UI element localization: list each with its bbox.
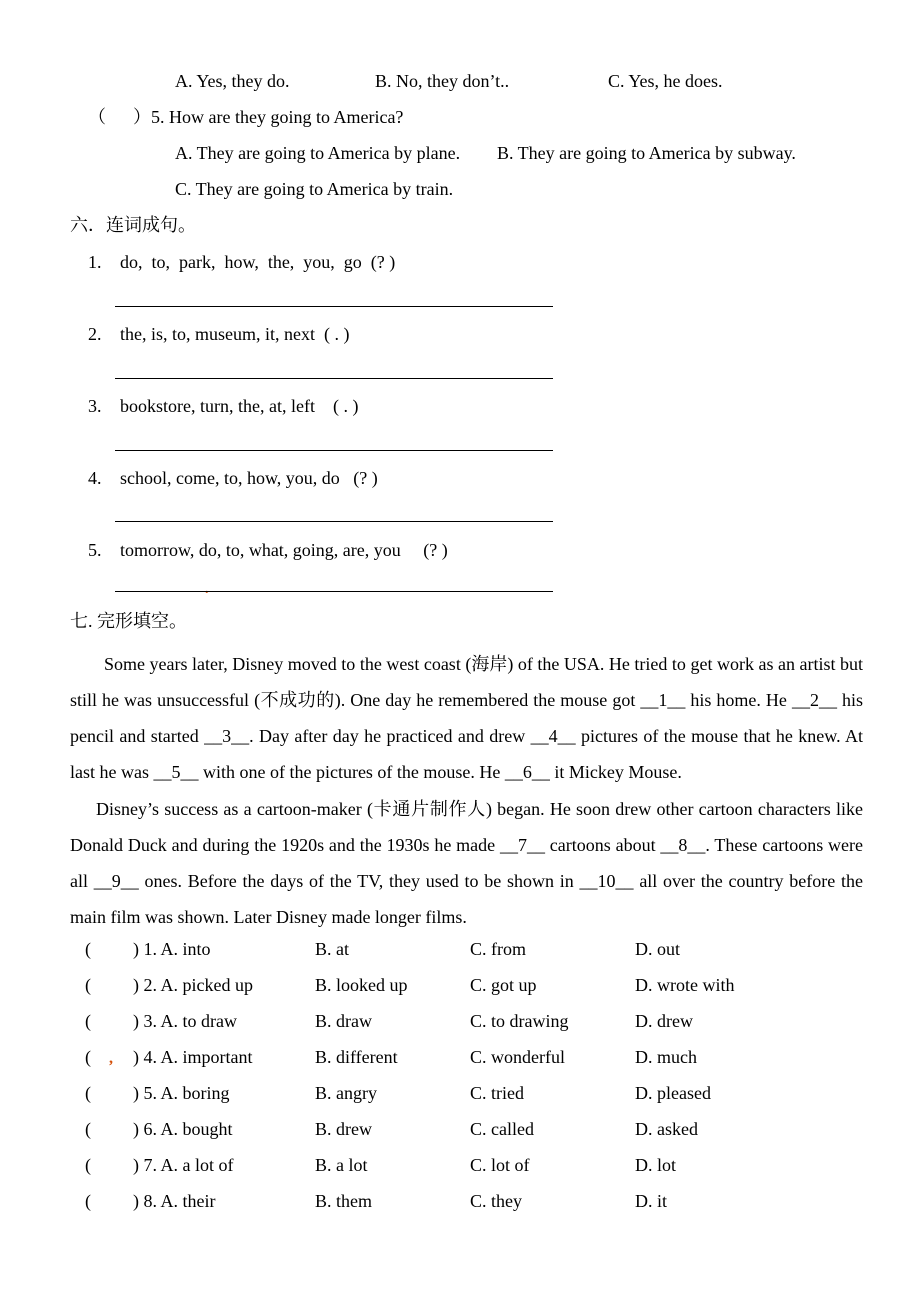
mc-5-option-b: B. angry: [315, 1083, 377, 1103]
answer-blank-line-4: [115, 521, 553, 522]
mc-3-paren: (: [85, 1011, 91, 1031]
item-2-number: 2.: [88, 324, 102, 344]
mc-2-option-a: ) 2. A. picked up: [133, 975, 253, 995]
mc-7-option-a: ) 7. A. a lot of: [133, 1155, 234, 1175]
q5-option-a: A. They are going to America by plane.: [175, 143, 461, 163]
mc-8-option-d: D. it: [635, 1191, 668, 1211]
item-4-number: 4.: [88, 468, 102, 488]
mc-7-option-c: C. lot of: [470, 1155, 530, 1175]
stray-dot-mark: .: [205, 582, 209, 597]
mc-7-option-b: B. a lot: [315, 1155, 368, 1175]
mc-6-option-a: ) 6. A. bought: [133, 1119, 233, 1139]
mc-2-paren: (: [85, 975, 91, 995]
mc-5-option-c: C. tried: [470, 1083, 524, 1103]
answer-blank-line-2: [115, 378, 553, 379]
mc-5-paren: (: [85, 1083, 91, 1103]
answer-blank-line-5: [115, 591, 553, 592]
mc-1-option-b: B. at: [315, 939, 349, 959]
stray-comma-mark: ,: [109, 1050, 113, 1067]
q5-option-c: C. They are going to America by train.: [175, 179, 454, 199]
answer-blank-line-3: [115, 450, 553, 451]
section-7-title: 七. 完形填空。: [70, 611, 187, 631]
mc-4-option-a: ) 4. A. important: [133, 1047, 253, 1067]
prev-answer-option-a: A. Yes, they do.: [175, 71, 290, 91]
mc-6-option-c: C. called: [470, 1119, 534, 1139]
mc-1-option-a: ) 1. A. into: [133, 939, 211, 959]
mc-4-paren: (: [85, 1047, 91, 1067]
section-6-title: 六．连词成句。: [70, 215, 196, 235]
cloze-paragraph-2: Disney’s success as a cartoon-maker (卡通片制作人) began. He soon drew other cartoon characters like Donald Duck and during the 1920s and the 1930s he made __7__ cartoons about __8__. These cartoons were all __9__ ones. Before the days of the TV, they used to be shown in __10__ all over the country before the main film was shown. Later Disney made longer films.: [70, 799, 863, 927]
mc-2-option-c: C. got up: [470, 975, 537, 995]
item-5-number: 5.: [88, 540, 102, 560]
item-3-words: bookstore, turn, the, at, left ( . ): [120, 396, 359, 416]
mc-2-option-b: B. looked up: [315, 975, 408, 995]
prev-answer-option-c: C. Yes, he does.: [608, 71, 723, 91]
mc-3-option-d: D. drew: [635, 1011, 693, 1031]
mc-4-option-c: C. wonderful: [470, 1047, 565, 1067]
item-1-number: 1.: [88, 252, 102, 272]
mc-6-option-d: D. asked: [635, 1119, 698, 1139]
prev-answer-option-b: B. No, they don’t..: [375, 71, 510, 91]
mc-8-option-a: ) 8. A. their: [133, 1191, 216, 1211]
mc-8-paren: (: [85, 1191, 91, 1211]
mc-2-option-d: D. wrote with: [635, 975, 735, 995]
mc-6-option-b: B. drew: [315, 1119, 372, 1139]
mc-6-paren: (: [85, 1119, 91, 1139]
mc-8-option-b: B. them: [315, 1191, 372, 1211]
mc-3-option-a: ) 3. A. to draw: [133, 1011, 237, 1031]
mc-1-option-c: C. from: [470, 939, 526, 959]
item-2-words: the, is, to, museum, it, next ( . ): [120, 324, 350, 344]
mc-7-option-d: D. lot: [635, 1155, 677, 1175]
item-1-words: do, to, park, how, the, you, go (? ): [120, 252, 396, 272]
mc-3-option-c: C. to drawing: [470, 1011, 569, 1031]
mc-3-option-b: B. draw: [315, 1011, 372, 1031]
mc-4-option-b: B. different: [315, 1047, 398, 1067]
mc-1-option-d: D. out: [635, 939, 680, 959]
mc-4-option-d: D. much: [635, 1047, 697, 1067]
mc-5-option-d: D. pleased: [635, 1083, 711, 1103]
item-4-words: school, come, to, how, you, do (? ): [120, 468, 378, 488]
q5-option-b: B. They are going to America by subway.: [497, 143, 796, 163]
item-3-number: 3.: [88, 396, 102, 416]
mc-7-paren: (: [85, 1155, 91, 1175]
question-5-text: （ ）5. How are they going to America?: [88, 107, 404, 127]
mc-8-option-c: C. they: [470, 1191, 522, 1211]
item-5-words: tomorrow, do, to, what, going, are, you (? ): [120, 540, 448, 560]
cloze-paragraph-1: Some years later, Disney moved to the west coast (海岸) of the USA. He tried to get work as an artist but still he was unsuccessful (不成功的). One day he remembered the mouse got __1__ his home. He __2__ his pencil and started __3__. Day after day he practiced and drew __4__ pictures of the mouse that he knew. At last he was __5__ with one of the pictures of the mouse. He __6__ it Mickey Mouse.: [70, 654, 863, 782]
answer-blank-line-1: [115, 306, 553, 307]
mc-5-option-a: ) 5. A. boring: [133, 1083, 230, 1103]
mc-1-paren: (: [85, 939, 91, 959]
